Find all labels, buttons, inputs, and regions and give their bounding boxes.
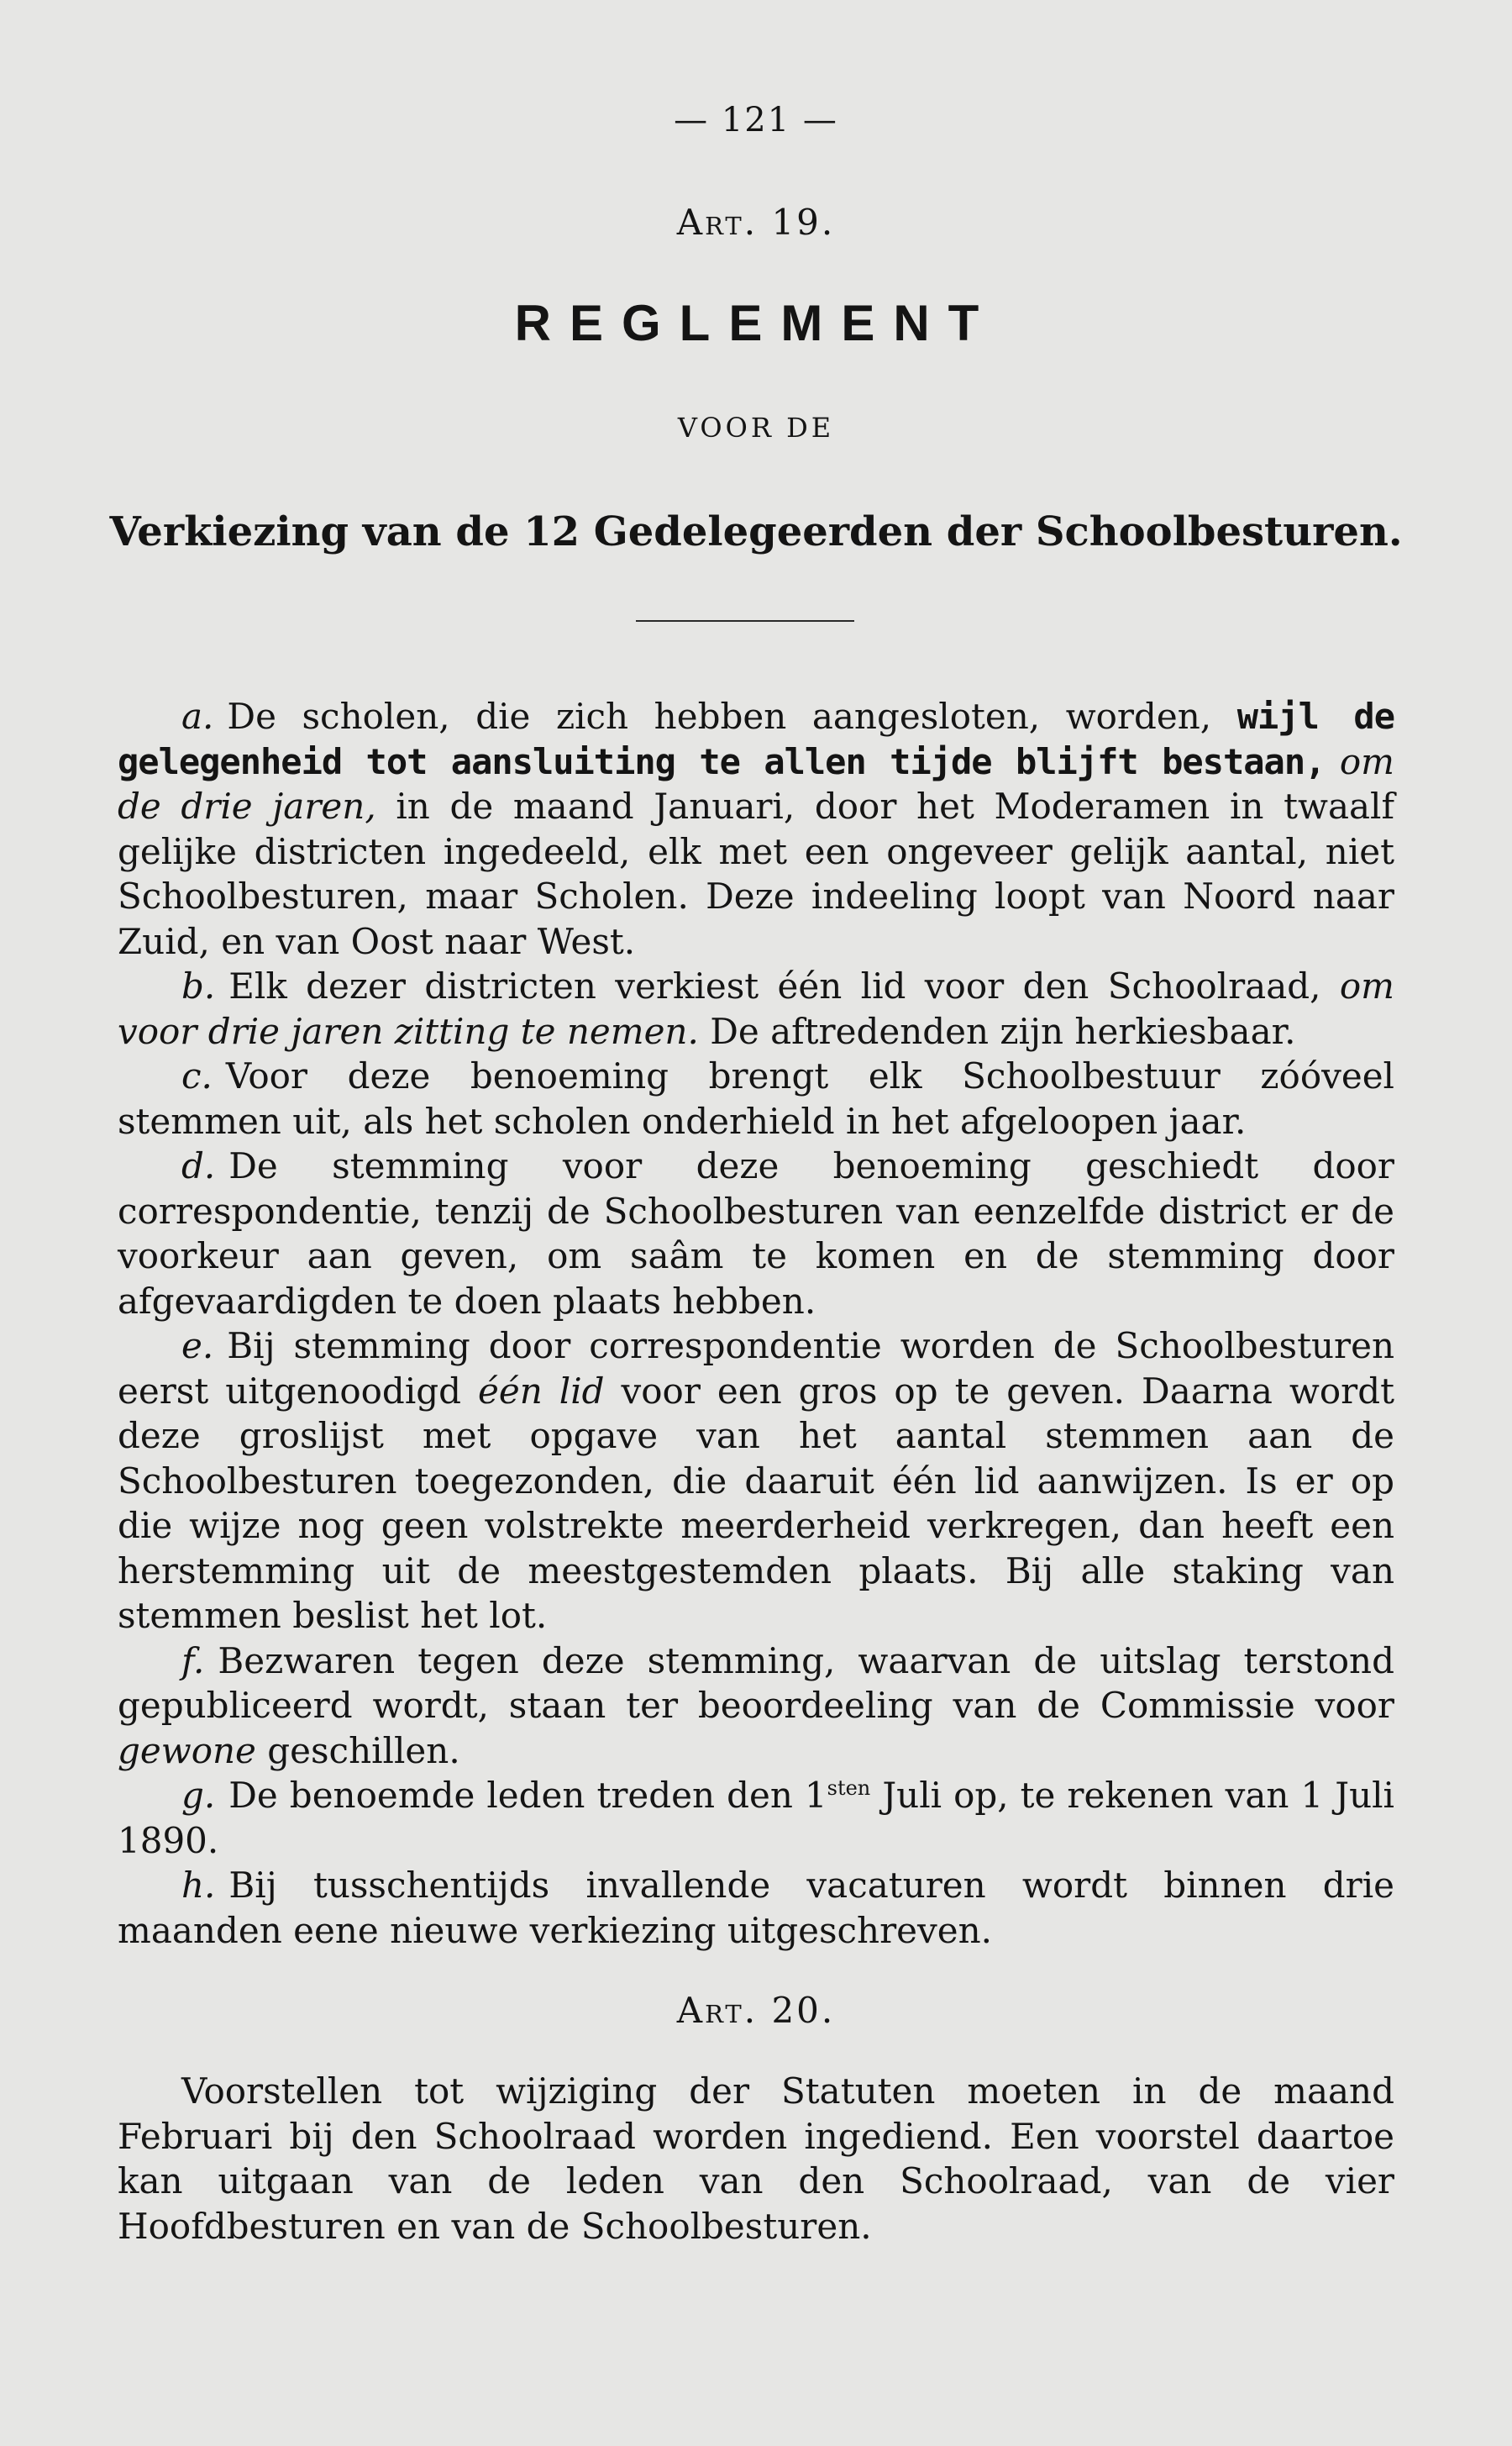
paragraph-b: b. Elk dezer districten verkiest één lid voor den Schoolraad, om voor drie jaren zitting te nemen. De aftredenden zijn herkiesbaar. bbox=[118, 965, 1394, 1052]
paragraph-letter: g. bbox=[181, 1775, 216, 1816]
paragraph-letter: f. bbox=[181, 1639, 205, 1681]
document-subheading: Verkiezing van de 12 Gedelegeerden der Schoolbesturen. bbox=[109, 508, 1403, 555]
divider-rule bbox=[636, 620, 854, 622]
paragraph-f: f. Bezwaren tegen deze stemming, waarvan de uitslag terstond gepubliceerd wordt, staan ter beoordeeling van de Commissie voor gewone geschillen. bbox=[118, 1639, 1394, 1771]
document-title: REGLEMENT bbox=[514, 295, 998, 351]
italic-emphasis: om de drie jaren, bbox=[118, 740, 1394, 827]
italic-emphasis: één lid bbox=[478, 1370, 605, 1412]
article-19-heading: Art. 19. bbox=[676, 202, 836, 243]
paragraph-letter: a. bbox=[181, 696, 214, 737]
superscript: sten bbox=[827, 1776, 871, 1800]
page-number: — 121 — bbox=[674, 101, 838, 139]
document-subtitle: VOOR DE bbox=[677, 412, 835, 444]
paragraph-d: d. De stemming voor deze benoeming geschiedt door correspondentie, tenzij de Schoolbesturen van eenzelfde district er de voorkeur aan geven, om saâm te komen en de stemming door afgevaardigden te doen plaats hebben. bbox=[118, 1145, 1394, 1322]
paragraph-letter: e. bbox=[181, 1325, 214, 1366]
paragraph-h: h. Bij tusschentijds invallende vacaturen wordt binnen drie maanden eene nieuwe verkiezing uitgeschreven. bbox=[118, 1865, 1394, 1951]
bold-emphasis: wijl de gelegenheid tot aansluiting te allen tijde blijft bestaan, bbox=[118, 696, 1394, 782]
paragraph-article-20: Voorstellen tot wijziging der Statuten moeten in de maand Februari bij den Schoolraad worden ingediend. Een voorstel daartoe kan uitgaan van de leden van den Schoolraad, van de vier Hoofdbesturen en van de Schoolbesturen. bbox=[118, 2070, 1394, 2247]
paragraph-letter: d. bbox=[181, 1145, 216, 1186]
paragraph-g: g. De benoemde leden treden den $1^{sten}$ Juli op, te rekenen van 1 Juli 1890. bbox=[118, 1775, 1394, 1861]
article-20-body bbox=[118, 2069, 1394, 2249]
paragraph-a: a. De scholen, die zich hebben aangesloten, worden, wijl de gelegenheid tot aansluiting te allen tijde blijft bestaan, om de drie jaren, in de maand Januari, door het Moderamen in twaalf gelijke districten ingedeeld, elk met een ongeveer gelijk aantal, niet Schoolbesturen, maar Scholen. Deze indeeling loopt van Noord naar Zuid, en van Oost naar West. bbox=[118, 696, 1394, 962]
italic-emphasis: gewone bbox=[118, 1729, 256, 1771]
paragraph-e: e. Bij stemming door correspondentie worden de Schoolbesturen eerst uitgenoodigd één lid voor een gros op te geven. Daarna wordt deze groslijst met opgave van het aantal stemmen aan de Schoolbesturen toegezonden, die daaruit één lid aanwijzen. Is er op die wijze nog geen volstrekte meerderheid verkregen, dan heeft een herstemming uit de meestgestemden plaats. Bij alle staking van stemmen beslist het lot. bbox=[118, 1325, 1394, 1636]
article-20-heading: Art. 20. bbox=[676, 1990, 836, 2031]
article-19-body bbox=[118, 694, 1394, 1953]
paragraph-c: c. Voor deze benoeming brengt elk Schoolbestuur zóóveel stemmen uit, als het scholen onderhield in het afgeloopen jaar. bbox=[118, 1055, 1394, 1142]
paragraph-letter: c. bbox=[181, 1055, 213, 1097]
italic-emphasis: om voor drie jaren zitting te nemen. bbox=[118, 965, 1394, 1052]
paragraph-letter: b. bbox=[181, 965, 216, 1007]
paragraph-letter: h. bbox=[181, 1865, 216, 1906]
